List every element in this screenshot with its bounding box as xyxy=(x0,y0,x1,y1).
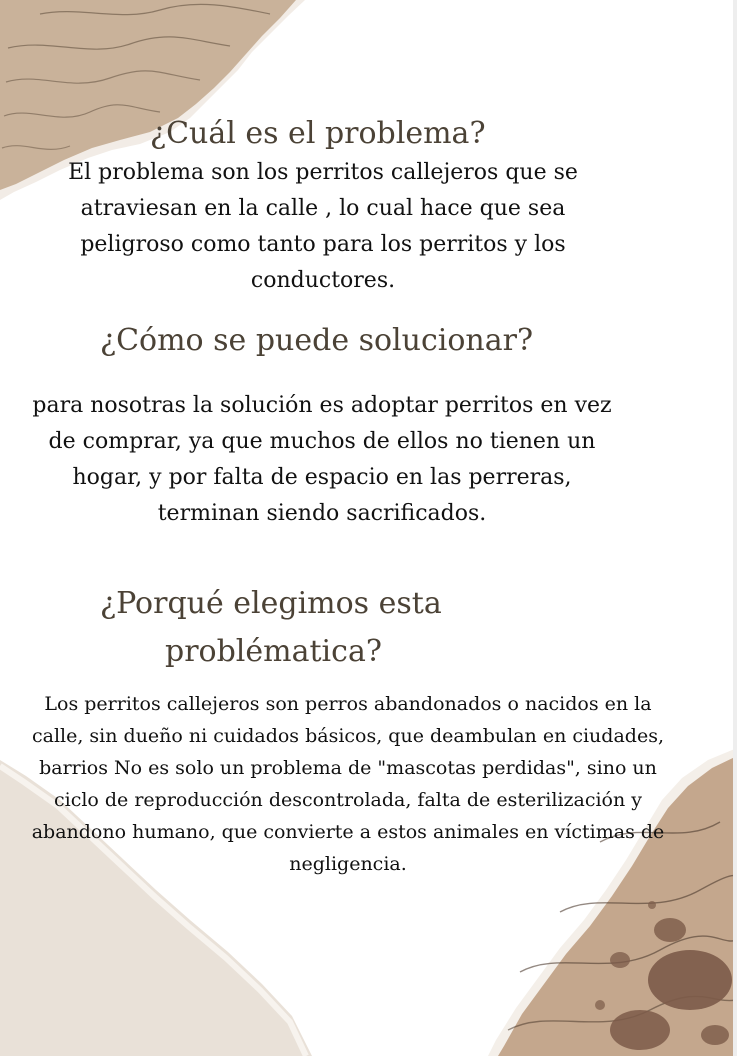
why-heading-line-2: problématica? xyxy=(165,634,382,669)
solution-paragraph: para nosotras la solución es adoptar perritos en vez de comprar, ya que muchos de ellos no tienen un hogar, y por falta de espacio en las perreras, terminan siendo sacrificados. xyxy=(32,393,612,526)
page-edge xyxy=(733,0,737,1056)
problem-paragraph: El problema son los perritos callejeros que se atraviesan en la calle , lo cual hace que sea peligroso como tanto para los perritos y los conductores. xyxy=(68,160,578,293)
why-paragraph: Los perritos callejeros son perros abandonados o nacidos en la calle, sin dueño ni cuidados básicos, que deambulan en ciudades, barrios No es solo un problema de "mascotas perdidas", sino un ciclo de reproducción descontrolada, falta de esterilización y abandono humano, que convierte a estos animales en víctimas de negligencia. xyxy=(31,693,665,875)
problem-heading: ¿Cuál es el problema? xyxy=(150,116,486,151)
why-heading-line-1: ¿Porqué elegimos esta xyxy=(100,586,442,621)
solution-heading: ¿Cómo se puede solucionar? xyxy=(100,323,534,358)
